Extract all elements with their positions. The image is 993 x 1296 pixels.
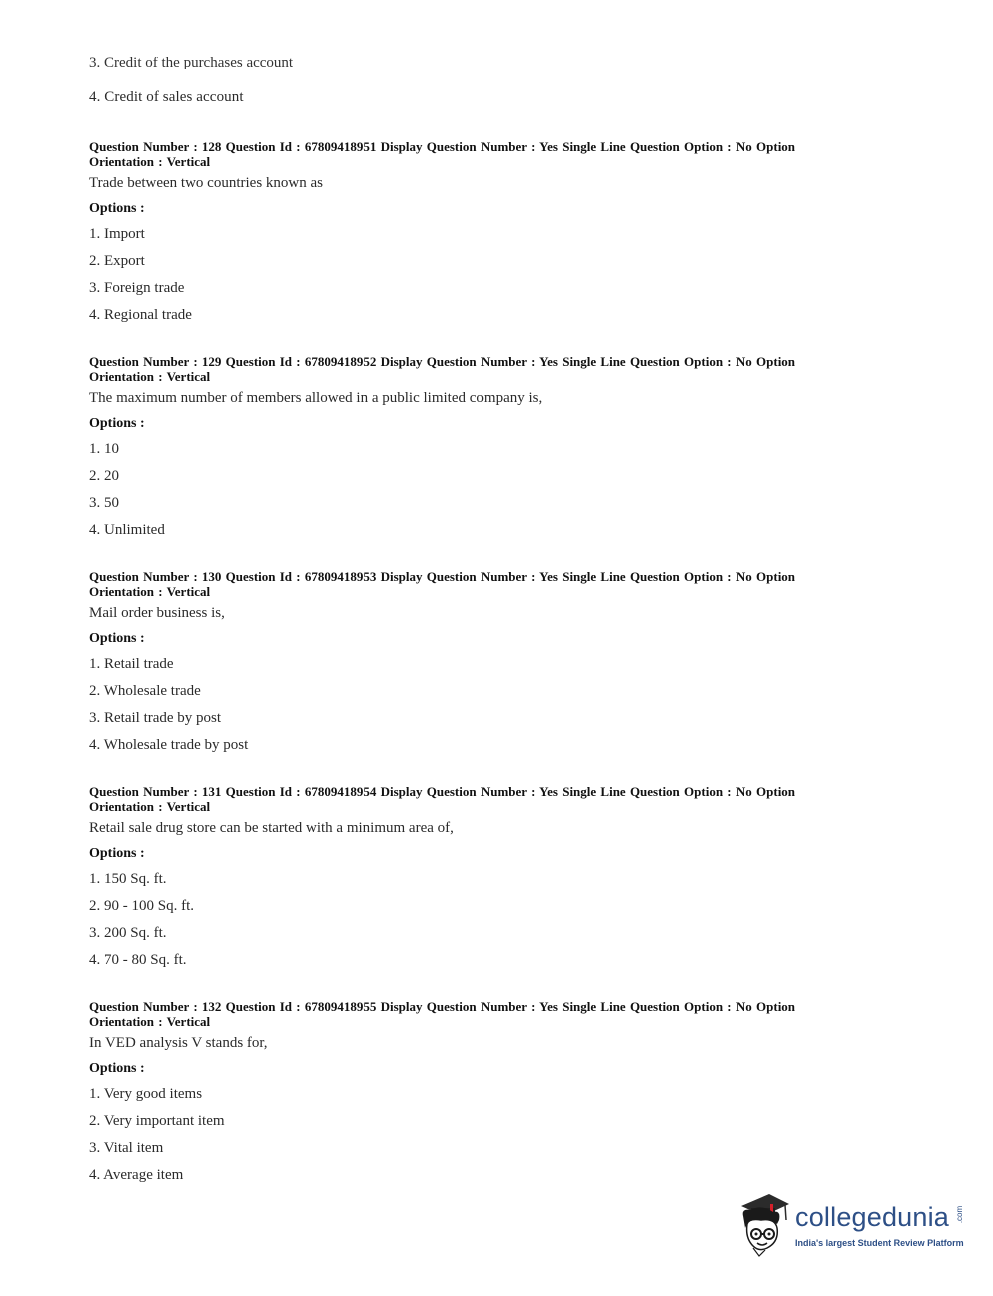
logo-tagline: India's largest Student Review Platform [795,1238,964,1248]
question-meta-line: Orientation : Vertical [89,154,211,169]
option-item: 4. 70 - 80 Sq. ft. [89,952,187,968]
question-block [89,784,879,970]
option-item: 3. 50 [89,495,119,511]
options-label: Options : [89,1061,145,1076]
question-meta-line: Question Number : 132 Question Id : 67809418955 Display Question Number : Yes Single Line Question Option : No Option [89,999,796,1014]
question-meta [89,569,879,599]
option-item: 4. Average item [89,1167,184,1183]
option-item: 1. 10 [89,441,119,457]
option-item: 1. 150 Sq. ft. [89,871,167,887]
option-item: 3. 200 Sq. ft. [89,925,167,941]
options-label: Options : [89,631,145,646]
option-item: 4. Regional trade [89,307,192,323]
options-label: Options : [89,846,145,861]
question-block [89,139,879,325]
option-item: 3. Vital item [89,1140,164,1156]
logo-wordmark: collegedunia [795,1202,950,1232]
question-meta [89,784,879,814]
question-text: In VED analysis V stands for, [89,1035,268,1051]
option-item: 1. Import [89,226,145,242]
mascot-icon [737,1190,792,1258]
question-text: The maximum number of members allowed in a public limited company is, [89,390,543,406]
cut-off-option-text: 3. Credit of the purchases account [89,57,294,69]
option-item: 2. 90 - 100 Sq. ft. [89,898,194,914]
option-line: 4. Credit of sales account [89,89,244,105]
option-item: 3. Retail trade by post [89,710,222,726]
question-text: Trade between two countries known as [89,175,323,191]
question-meta-line: Orientation : Vertical [89,799,211,814]
question-text: Retail sale drug store can be started with a minimum area of, [89,820,454,836]
option-item: 4. Unlimited [89,522,165,538]
question-meta-line: Question Number : 128 Question Id : 67809418951 Display Question Number : Yes Single Line Question Option : No Option [89,139,796,154]
question-meta-line: Question Number : 130 Question Id : 67809418953 Display Question Number : Yes Single Line Question Option : No Option [89,569,796,584]
option-item: 1. Very good items [89,1086,203,1102]
question-meta-line: Question Number : 129 Question Id : 67809418952 Display Question Number : Yes Single Line Question Option : No Option [89,354,796,369]
options-label: Options : [89,416,145,431]
question-text: Mail order business is, [89,605,225,621]
question-meta-line: Orientation : Vertical [89,369,211,384]
option-item: 2. 20 [89,468,119,484]
option-item: 2. Export [89,253,145,269]
question-meta-line: Orientation : Vertical [89,584,211,599]
question-block [89,569,879,755]
option-item: 2. Very important item [89,1113,225,1129]
question-meta [89,139,879,169]
option-item: 3. Foreign trade [89,280,185,296]
options-label: Options : [89,201,145,216]
option-item: 2. Wholesale trade [89,683,201,699]
question-meta [89,999,879,1029]
question-meta-line: Question Number : 131 Question Id : 67809418954 Display Question Number : Yes Single Line Question Option : No Option [89,784,796,799]
question-block [89,999,879,1185]
question-meta-line: Orientation : Vertical [89,1014,211,1029]
question-block [89,354,879,540]
logo-domain-suffix: .com [955,1205,965,1224]
option-item: 4. Wholesale trade by post [89,737,249,753]
collegedunia-logo[interactable] [737,1190,967,1260]
question-meta [89,354,879,384]
option-item: 1. Retail trade [89,656,174,672]
